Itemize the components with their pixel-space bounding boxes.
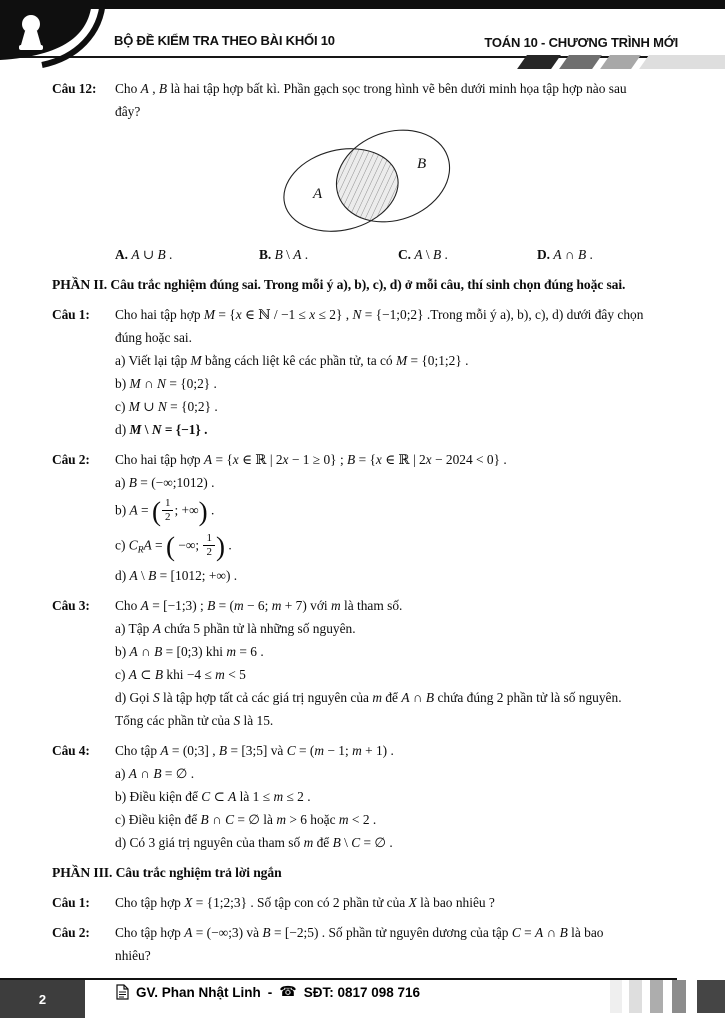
question-label: Câu 3: (52, 598, 90, 613)
question-line (115, 663, 685, 686)
question-line (115, 372, 685, 395)
text-run: M (129, 422, 142, 437)
question-line (115, 471, 685, 494)
text-run: = {1;2;3} . Số tập con có 2 phần tử của (192, 895, 409, 910)
text-run: = ( (295, 743, 315, 758)
text-run: . (165, 247, 173, 262)
text-run: B (158, 81, 168, 96)
text-run: R (137, 545, 144, 556)
question-line (115, 594, 685, 617)
text-run: a) (115, 475, 129, 490)
text-run: B (157, 247, 166, 262)
fraction (203, 532, 215, 559)
text-run: để (382, 690, 402, 705)
text-run: = {0;2} . (165, 376, 217, 391)
text-run: Tổng các phần tử của (115, 713, 234, 728)
text-run: \ (340, 835, 352, 850)
text-run: c) Điều kiện để (115, 812, 201, 827)
text-run: = (0;3] , (168, 743, 219, 758)
text-run: Cho tập hợp (115, 925, 185, 940)
question-line (115, 762, 685, 785)
header-stripe (639, 55, 725, 69)
text-run: C (351, 835, 361, 850)
text-run: B (153, 766, 162, 781)
header-left-title: BỘ ĐỀ KIỂM TRA THEO BÀI KHỐI 10 (114, 33, 335, 48)
question-label: Câu 12: (52, 81, 97, 96)
big-paren: ( (165, 531, 175, 562)
text-run: A (140, 598, 149, 613)
text-run: là 15. (240, 713, 274, 728)
option-key: B. (259, 247, 275, 262)
page-number: 2 (0, 980, 85, 1018)
text-run: . (301, 247, 309, 262)
question-label: Câu 1: (52, 895, 90, 910)
text-run: Cho tập (115, 743, 161, 758)
question-label: Câu 2: (52, 925, 90, 940)
text-run: −∞; (174, 537, 203, 553)
phone-number: SĐT: 0817 098 716 (303, 984, 421, 1000)
text-run: B (425, 690, 435, 705)
text-run: . (224, 537, 232, 553)
footer-bar (610, 980, 622, 1013)
text-run: A (535, 925, 544, 940)
text-run: C (225, 812, 235, 827)
footer-bar (650, 980, 663, 1013)
text-run: m (330, 598, 341, 613)
text-run: m (215, 667, 225, 682)
text-run: A (160, 743, 169, 758)
question-body (115, 77, 685, 266)
question-line (115, 739, 685, 762)
text-run: B (274, 247, 283, 262)
text-run: a) Tập (115, 621, 153, 636)
text-run: X (408, 895, 417, 910)
fraction-denominator: 2 (162, 510, 174, 524)
question-label: Câu 1: (52, 307, 90, 322)
text-run: = ∅ . (360, 835, 393, 850)
answer-option (398, 243, 537, 266)
text-run: + 7) với (281, 598, 331, 613)
text-run: là bao (567, 925, 604, 940)
text-run: bằng cách liệt kê các phần tử, ta có (201, 353, 396, 368)
text-run: ∩ (140, 376, 158, 391)
text-run: = (151, 537, 166, 553)
answer-option (537, 243, 593, 266)
text-run: ∪ (139, 247, 158, 262)
text-run: A (128, 766, 137, 781)
text-run: ∈ ℝ | 2 (381, 452, 426, 467)
text-run: − 2024 < 0} . (431, 452, 507, 467)
text-run: d) (115, 568, 130, 583)
text-run: A (129, 568, 138, 583)
text-run: < 2 . (348, 812, 377, 827)
question-body (115, 303, 685, 441)
text-run: = 6 . (236, 644, 264, 659)
option-key: A. (115, 247, 132, 262)
text-run: m (303, 835, 314, 850)
text-run: B (148, 568, 157, 583)
question-body (115, 921, 685, 967)
text-run: d) Có 3 giá trị nguyên của tham số (115, 835, 304, 850)
text-run: m (234, 598, 244, 613)
text-run: c) (115, 667, 129, 682)
question-label: Câu 4: (52, 743, 90, 758)
text-run: là bao nhiêu ? (416, 895, 495, 910)
text-run: A (228, 789, 237, 804)
text-run: N (157, 399, 167, 414)
text-run: = [3;5] và (227, 743, 287, 758)
text-run: , (148, 81, 159, 96)
question (52, 448, 685, 587)
question (52, 594, 685, 732)
text-run: = (520, 925, 536, 940)
text-run: B (262, 925, 271, 940)
text-run: M (203, 307, 216, 322)
question-line (115, 617, 685, 640)
text-run: . (441, 247, 448, 262)
text-run: N (352, 307, 362, 322)
question (52, 303, 685, 441)
question-line (115, 808, 685, 831)
question-line (115, 709, 685, 732)
text-run: là tập hợp tất cả các giá trị nguyên của (159, 690, 373, 705)
text-run: Cho (115, 81, 141, 96)
question-line (115, 326, 685, 349)
text-run: b) Điều kiện để (115, 789, 202, 804)
text-run: = ∅ . (161, 766, 195, 781)
text-run: X (184, 895, 193, 910)
text-run: = { (215, 307, 236, 322)
set-b-label: B (417, 156, 427, 172)
text-run: < 5 (224, 667, 246, 682)
text-run: = {0;1;2} . (407, 353, 469, 368)
text-run: c) (115, 537, 129, 553)
text-run: d) (115, 422, 130, 437)
text-run: ⊂ (136, 667, 155, 682)
text-run: B (207, 598, 216, 613)
question-line (115, 100, 685, 123)
text-run: ∩ (561, 247, 578, 262)
text-run: ∩ (543, 925, 560, 940)
text-run: = [0;3) khi (162, 644, 227, 659)
text-run: ∈ ℝ | 2 (238, 452, 283, 467)
question-body (115, 448, 685, 587)
brand-logo (0, 0, 118, 75)
question (52, 891, 685, 914)
footer-separator: - (267, 984, 273, 1000)
text-run: = {−1;0;2} .Trong mỗi ý a), b), c), d) dưới đây chọn (361, 307, 644, 322)
fraction-numerator: 1 (164, 497, 171, 509)
question-line (115, 418, 685, 441)
text-run: ∩ (409, 690, 426, 705)
text-run: x (232, 452, 239, 467)
text-run: để (313, 835, 333, 850)
text-run: B (154, 644, 163, 659)
text-run: = (−∞;1012) . (136, 475, 215, 490)
text-run: A (143, 537, 152, 553)
text-run: B (332, 835, 341, 850)
intersection-hatched-region (323, 126, 455, 237)
question (52, 77, 685, 266)
text-run: A (401, 690, 410, 705)
fraction (162, 497, 174, 524)
text-run: B (154, 667, 164, 682)
big-paren: ) (198, 496, 208, 527)
text-run: khi −4 ≤ (163, 667, 216, 682)
text-run: B (347, 452, 356, 467)
text-run: = { (212, 452, 233, 467)
answer-option (259, 243, 398, 266)
text-run: x (309, 307, 316, 322)
option-key: D. (537, 247, 554, 262)
text-run: C (511, 925, 521, 940)
fraction-numerator: 1 (206, 532, 212, 544)
section-heading: PHẦN II. Câu trắc nghiệm đúng sai. Trong mỗi ý a), b), c), d) ở mỗi câu, thí sinh chọn đúng hoặc sai. (52, 277, 626, 292)
text-run: ∩ (136, 766, 154, 781)
header-right-title: TOÁN 10 - CHƯƠNG TRÌNH MỚI (484, 35, 678, 50)
question-line (115, 564, 685, 587)
text-run: A (131, 247, 140, 262)
text-run: S (152, 690, 160, 705)
text-run: B (200, 812, 209, 827)
text-run: ∈ ℕ / −1 ≤ (241, 307, 310, 322)
text-run: N (157, 376, 166, 391)
text-run: \ (422, 247, 433, 262)
text-run: là hai tập hợp bất kì. Phần gạch sọc trong hình vẽ bên dưới minh họa tập hợp nào sau (167, 81, 627, 96)
question (52, 739, 685, 854)
text-run: Cho (115, 598, 141, 613)
text-run: = (137, 502, 152, 518)
text-run: = [−2;5) . Số phần tử nguyên dương của tập (270, 925, 512, 940)
question-line (115, 77, 685, 100)
question-label: Câu 2: (52, 452, 90, 467)
footer-bar (672, 980, 686, 1013)
text-run: . (586, 247, 593, 262)
text-run: m (226, 644, 237, 659)
answer-option (115, 243, 259, 266)
text-run: M (129, 376, 141, 391)
big-paren: ( (151, 496, 161, 527)
text-run: a) (115, 766, 129, 781)
text-run: = ∅ là (234, 812, 277, 827)
text-run: x (375, 452, 382, 467)
text-run: b) (115, 644, 130, 659)
question-line (115, 640, 685, 663)
question-line (115, 831, 685, 854)
text-run: = [1012; +∞) . (156, 568, 238, 583)
text-run: − 1 ≥ 0} ; (288, 452, 348, 467)
text-run: ≤ 2} , (315, 307, 353, 322)
footer-bar (629, 980, 642, 1013)
text-run: A (140, 81, 149, 96)
text-run: M (395, 353, 408, 368)
text-run: b) (115, 376, 130, 391)
text-run: Cho tập hợp (115, 895, 185, 910)
text-run: m (352, 743, 362, 758)
text-run: d) Gọi (115, 690, 153, 705)
text-run: = [−1;3) ; (148, 598, 208, 613)
text-run: A (129, 644, 138, 659)
text-run: ∩ (208, 812, 226, 827)
question-line (115, 303, 685, 326)
text-run: A (128, 667, 137, 682)
logo-graphic (0, 0, 118, 70)
text-run: ⊂ (210, 789, 229, 804)
text-run: C (201, 789, 211, 804)
text-run: m (372, 690, 382, 705)
text-run: là 1 ≤ (236, 789, 274, 804)
section-heading: PHẦN III. Câu trắc nghiệm trả lời ngắn (52, 865, 282, 880)
venn-diagram (277, 126, 455, 240)
text-run: A (203, 452, 213, 467)
text-run: x (235, 307, 242, 322)
set-a-label: A (313, 186, 323, 202)
text-run: S (233, 713, 241, 728)
footer-bar (697, 980, 725, 1013)
footer-info (116, 984, 420, 1000)
question-line (115, 349, 685, 372)
text-run: . (207, 502, 215, 518)
text-run: \ (282, 247, 294, 262)
text-run: A (553, 247, 562, 262)
question-line (115, 891, 685, 914)
content (0, 64, 725, 967)
text-run: đúng hoặc sai. (115, 330, 192, 345)
text-run: ∪ (139, 399, 158, 414)
text-run: nhiêu? (115, 948, 151, 963)
text-run: + 1) . (361, 743, 394, 758)
text-run: B (218, 743, 228, 758)
question-body (115, 739, 685, 854)
question (52, 921, 685, 967)
text-run: = {−1} . (161, 422, 208, 437)
text-run: m (271, 598, 282, 613)
fraction-denominator: 2 (203, 545, 215, 559)
text-run: A (129, 502, 138, 518)
question-line (115, 785, 685, 808)
text-run: − 6; (243, 598, 272, 613)
question-body (115, 891, 685, 914)
text-run: B (432, 247, 442, 262)
text-run: a) Viết lại tập (115, 353, 191, 368)
text-run: = { (355, 452, 376, 467)
question-line (115, 448, 685, 471)
text-run: A (152, 621, 161, 636)
text-run: c) (115, 399, 129, 414)
answer-options-row (115, 243, 685, 266)
option-key: C. (398, 247, 415, 262)
text-run: m (273, 789, 284, 804)
footer-rule (0, 978, 677, 980)
question-line (115, 921, 685, 944)
teacher-name: GV. Phan Nhật Linh (136, 984, 261, 1000)
text-run: \ (141, 422, 152, 437)
question-line (115, 944, 685, 967)
text-run: đây? (115, 104, 141, 119)
document-icon (116, 984, 129, 1000)
question-line (115, 494, 685, 529)
text-run: C (128, 537, 138, 553)
question-line (115, 686, 685, 709)
text-run: m (276, 812, 286, 827)
text-run: N (151, 422, 162, 437)
text-run: b) (115, 502, 130, 518)
question-line (115, 529, 685, 564)
big-paren: ) (215, 531, 225, 562)
venn-figure (277, 126, 685, 240)
text-run: chứa 5 phần tử là những số nguyên. (160, 621, 356, 636)
question-body (115, 594, 685, 732)
text-run: x (282, 452, 289, 467)
text-run: M (128, 399, 140, 414)
text-run: \ (137, 568, 149, 583)
text-run: C (286, 743, 296, 758)
text-run: x (425, 452, 432, 467)
text-run: − 1; (324, 743, 353, 758)
text-run: = ( (215, 598, 235, 613)
text-run: = (−∞;3) và (192, 925, 263, 940)
text-run: ≤ 2 . (283, 789, 311, 804)
text-run: là tham số. (340, 598, 403, 613)
text-run: = {0;2} . (166, 399, 218, 414)
text-run: > 6 hoặc (285, 812, 339, 827)
text-run: Cho hai tập hợp (115, 307, 204, 322)
text-run: ; +∞ (174, 502, 199, 518)
text-run: M (190, 353, 202, 368)
text-run: m (314, 743, 325, 758)
question-line (115, 395, 685, 418)
text-run: B (577, 247, 587, 262)
text-run: A (414, 247, 423, 262)
phone-icon: ☎ (279, 984, 297, 1000)
text-run: ∩ (137, 644, 155, 659)
text-run: B (559, 925, 568, 940)
text-run: chứa đúng 2 phần tử là số nguyên. (434, 690, 622, 705)
text-run: m (338, 812, 349, 827)
text-run: Cho hai tập hợp (115, 452, 204, 467)
text-run: A (184, 925, 193, 940)
text-run: B (128, 475, 137, 490)
text-run: A (293, 247, 302, 262)
